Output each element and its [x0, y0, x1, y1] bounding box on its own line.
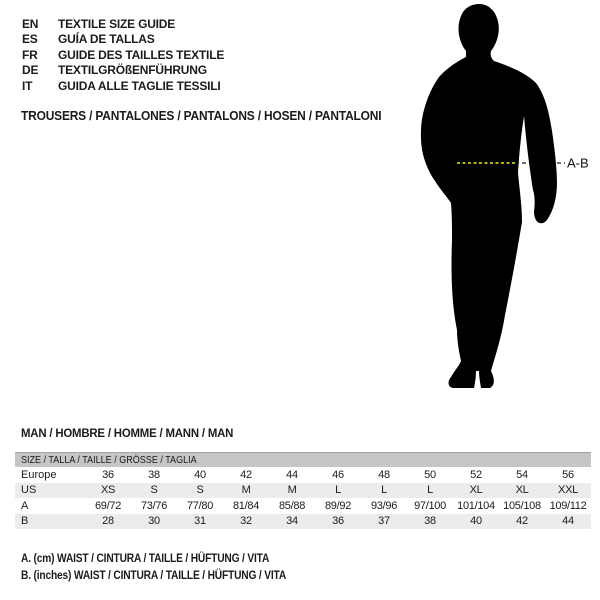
- table-cell: 50: [424, 468, 436, 481]
- table-cell: 38: [424, 515, 436, 528]
- table-row-a-cm: [15, 498, 591, 514]
- table-cell: 69/72: [94, 499, 122, 512]
- table-cell: 73/76: [140, 499, 168, 512]
- row-label: Europe: [21, 468, 57, 481]
- language-label: GUIDA ALLE TAGLIE TESSILI: [58, 78, 221, 93]
- table-cell: 37: [378, 515, 390, 528]
- table-cell: 44: [286, 468, 298, 481]
- size-table-header-label: SIZE / TALLA / TAILLE / GRÖSSE / TAGLIA: [21, 454, 197, 466]
- table-cell: 32: [240, 515, 252, 528]
- table-cell: L: [427, 484, 433, 497]
- footnotes: [21, 551, 333, 584]
- table-cell: 89/92: [324, 499, 352, 512]
- footnote-b: B. (inches) WAIST / CINTURA / TAILLE / HÜFTUNG / VITA: [21, 567, 287, 582]
- table-cell: 109/112: [549, 499, 587, 512]
- table-cell: 30: [148, 515, 160, 528]
- table-cell: M: [241, 484, 251, 497]
- row-label: A: [21, 499, 29, 512]
- table-cell: L: [335, 484, 341, 497]
- size-table-header: [15, 452, 591, 467]
- language-row-fr: [22, 47, 224, 63]
- language-code: ES: [22, 32, 38, 47]
- footnote-a: A. (cm) WAIST / CINTURA / TAILLE / HÜFTUNG / VITA: [21, 551, 270, 565]
- table-cell: 36: [332, 515, 344, 528]
- table-cell: 56: [562, 468, 574, 481]
- table-cell: 31: [194, 515, 206, 528]
- language-row-es: [22, 32, 224, 48]
- table-cell: 44: [562, 515, 574, 528]
- table-cell: 38: [148, 468, 160, 481]
- table-cell: XL: [469, 484, 483, 497]
- table-cell: S: [150, 484, 158, 497]
- table-cell: S: [196, 484, 204, 497]
- language-row-it: [22, 78, 224, 94]
- language-label: TEXTILGRÖßENFÜHRUNG: [58, 63, 207, 78]
- language-label: GUÍA DE TALLAS: [58, 32, 155, 47]
- table-cell: 105/108: [503, 499, 541, 512]
- language-row-de: [22, 63, 224, 79]
- table-row-b-inches: [15, 514, 591, 530]
- table-cell: M: [287, 484, 297, 497]
- table-cell: 97/100: [414, 499, 446, 512]
- table-cell: 40: [194, 468, 206, 481]
- table-cell: 28: [102, 515, 114, 528]
- table-cell: 101/104: [457, 499, 495, 512]
- size-table: [15, 452, 591, 529]
- table-cell: L: [381, 484, 387, 497]
- man-silhouette-shape: [421, 4, 557, 388]
- measure-label: A-B: [567, 155, 589, 171]
- table-cell: XXL: [558, 484, 578, 497]
- garment-heading: TROUSERS / PANTALONES / PANTALONS / HOSEN / PANTALONI: [21, 108, 382, 123]
- language-code: EN: [22, 16, 39, 31]
- table-cell: 46: [332, 468, 344, 481]
- section-heading: MAN / HOMBRE / HOMME / MANN / MAN: [21, 426, 234, 440]
- table-cell: XS: [100, 484, 116, 497]
- table-cell: 81/84: [232, 499, 260, 512]
- table-cell: 40: [470, 515, 482, 528]
- table-cell: 42: [516, 515, 528, 528]
- row-label: B: [21, 515, 29, 528]
- table-row-europe: [15, 467, 591, 483]
- table-cell: 93/96: [370, 499, 398, 512]
- table-row-us: [15, 483, 591, 499]
- table-cell: 36: [102, 468, 114, 481]
- table-cell: 52: [470, 468, 482, 481]
- row-label: US: [21, 484, 37, 497]
- table-cell: 54: [516, 468, 528, 481]
- table-cell: 48: [378, 468, 390, 481]
- man-silhouette-figure: [395, 0, 600, 430]
- table-cell: XL: [515, 484, 529, 497]
- language-row-en: [22, 16, 224, 32]
- language-code: IT: [22, 78, 33, 93]
- table-cell: 42: [240, 468, 252, 481]
- language-list: [22, 16, 224, 94]
- table-cell: 85/88: [278, 499, 306, 512]
- language-label: TEXTILE SIZE GUIDE: [58, 16, 176, 31]
- language-code: DE: [22, 63, 39, 78]
- language-code: FR: [22, 47, 38, 62]
- language-label: GUIDE DES TAILLES TEXTILE: [58, 47, 225, 62]
- table-cell: 34: [286, 515, 298, 528]
- table-cell: 77/80: [186, 499, 214, 512]
